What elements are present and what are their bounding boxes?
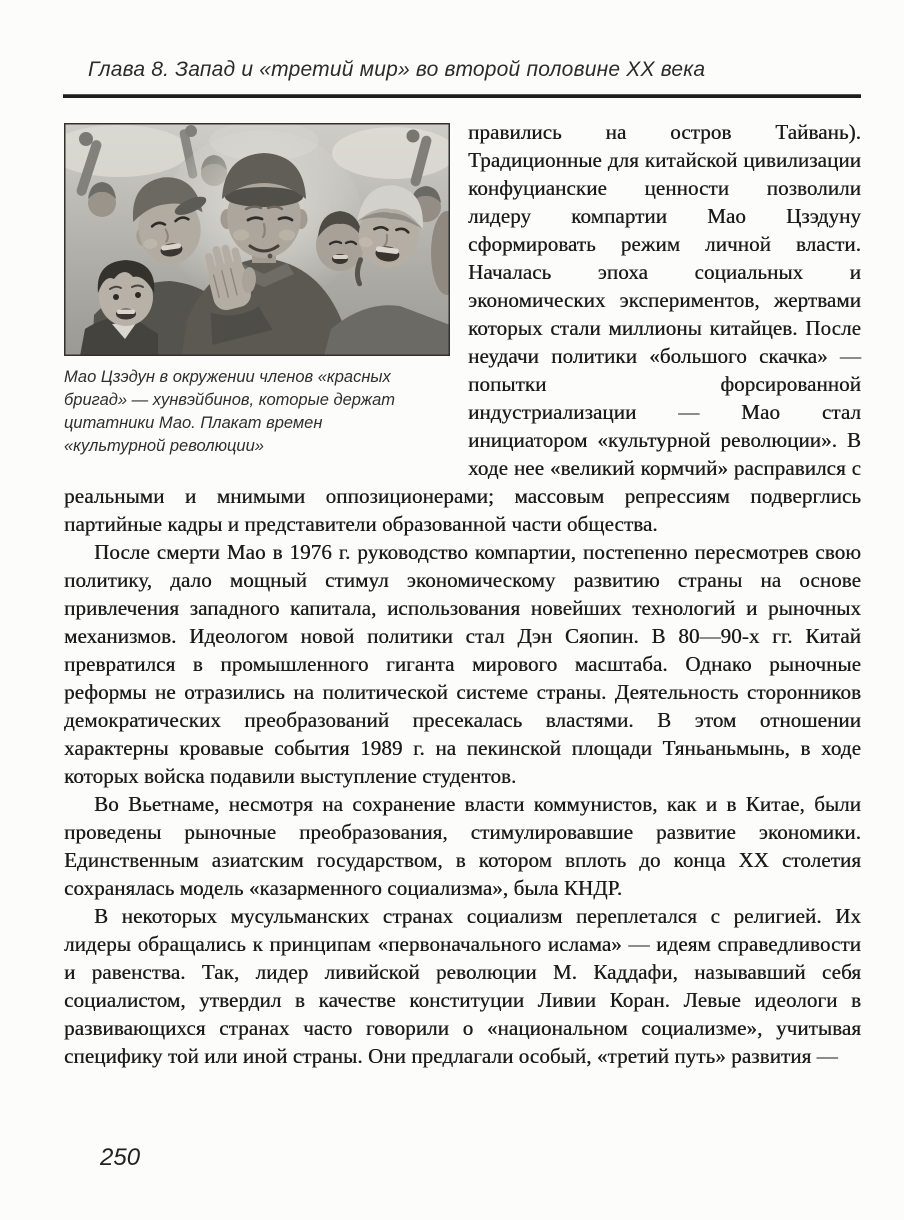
page-content — [64, 118, 861, 1070]
chapter-header: Глава 8. Запад и «третий мир» во второй половине XX века — [88, 58, 706, 81]
body-paragraph-2: После смерти Мао в 1976 г. руководство компартии, постепенно пересмотрев свою политику, дало мощный стимул экономическому развитию страны на основе привлечения западного капитала, использования новейших технологий и рыночных механизмов. Идеологом новой политики стал Дэн Сяопин. В 80—90-х гг. Китай превратился в промышленного гиганта мирового масштаба. Однако рыночные реформы не отразились на политической системе страны. Деятельность сторонников демократических преобразований пресекалась властями. В этом отношении характерны кровавые события 1989 г. на пекинской площади Тяньаньмынь, в ходе которых войска подавили выступление студентов. — [64, 540, 861, 788]
photo-caption: Мао Цзэдун в окружении членов «красных бригад» — хунвэйбинов, которые держат цитатники Мао. Плакат времен «культурной революции» — [64, 368, 396, 455]
mao-poster-illustration — [64, 123, 450, 356]
body-paragraph-1: правились на остров Тайвань). Традиционные для китайской цивилизации конфуцианские ценности позволили лидеру компартии Мао Цзэдуну сформировать режим личной власти. Началась эпоха социальных и экономических экспериментов, жертвами которых стали миллионы китайцев. После неудачи политики «большого скачка» — попытки форсированной индустриализации — Мао стал инициатором «культурной революции». В ходе нее «великий кормчий» расправился с реальными и мнимыми оппозиционерами; массовым репрессиям подверглись партийные кадры и представители образованной части общества. — [64, 120, 861, 536]
body-paragraph-4: В некоторых мусульманских странах социализм переплетался с религией. Их лидеры обращались к принципам «первоначального ислама» — идеям справедливости и равенства. Так, лидер ливийской революции М. Каддафи, называвший себя социалистом, утвердил в качестве конституции Ливии Коран. Левые идеологи в развивающихся странах часто говорили о «национальном социализме», учитывая специфику той или иной страны. Они предлагали особый, «третий путь» развития — — [64, 904, 861, 1068]
page-number: 250 — [100, 1144, 141, 1171]
mao-poster-photo — [64, 123, 450, 356]
figure-mao-poster — [64, 123, 450, 458]
header-rule — [63, 94, 861, 98]
body-paragraph-3: Во Вьетнаме, несмотря на сохранение власти коммунистов, как и в Китае, были проведены рыночные преобразования, стимулировавшие развитие экономики. Единственным азиатским государством, в котором вплоть до конца XX столетия сохранялась модель «казарменного социализма», была КНДР. — [64, 792, 861, 900]
